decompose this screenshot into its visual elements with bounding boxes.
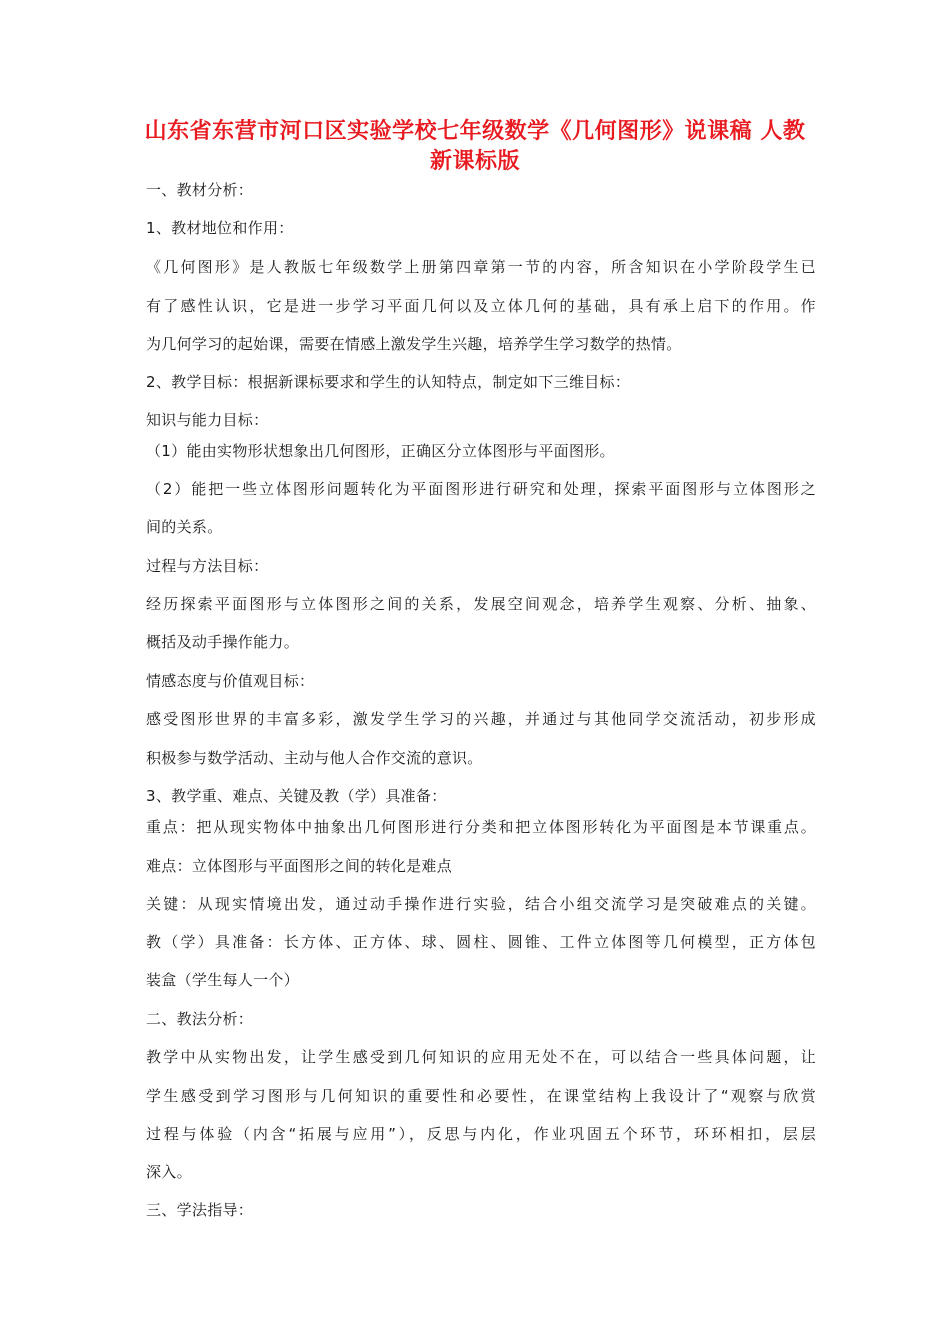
paragraph-line: 经历探索平面图形与立体图形之间的关系，发展空间观念，培养学生观察、分析、抽象、 (146, 595, 816, 613)
paragraph-line: 教学中从实物出发，让学生感受到几何知识的应用无处不在，可以结合一些具体问题，让 (146, 1048, 816, 1066)
paragraph-line: 间的关系。 (146, 518, 223, 536)
subsection-heading: 1、教材地位和作用： (146, 219, 294, 237)
paragraph-line: 装盒（学生每人一个） (146, 971, 300, 989)
document-title-line-2: 新课标版 (429, 149, 520, 174)
paragraph-line: 过程与体验（内含“拓展与应用”），反思与内化，作业巩固五个环节，环环相扣，层层 (146, 1125, 816, 1143)
paragraph-line: （1）能由实物形状想象出几何图形，正确区分立体图形与平面图形。 (146, 442, 615, 460)
paragraph-line: 深入。 (146, 1163, 192, 1181)
subsection-heading: 3、教学重、难点、关键及教（学）具准备： (146, 787, 447, 805)
paragraph-line: 感受图形世界的丰富多彩，激发学生学习的兴趣，并通过与其他同学交流活动，初步形成 (146, 710, 816, 728)
paragraph-line: 教（学）具准备：长方体、正方体、球、圆柱、圆锥、工件立体图等几何模型，正方体包 (146, 933, 816, 951)
paragraph-line: 学生感受到学习图形与几何知识的重要性和必要性，在课堂结构上我设计了“观察与欣赏 (146, 1087, 816, 1105)
section-heading: 一、教材分析： (146, 181, 254, 199)
paragraph-line: 重点：把从现实物体中抽象出几何图形进行分类和把立体图形转化为平面图是本节课重点。 (146, 818, 816, 836)
paragraph-line: 过程与方法目标： (146, 557, 269, 575)
section-heading: 三、学法指导： (146, 1201, 254, 1219)
paragraph-line: （2）能把一些立体图形问题转化为平面图形进行研究和处理，探索平面图形与立体图形之 (146, 480, 816, 498)
paragraph-line: 积极参与数学活动、主动与他人合作交流的意识。 (146, 749, 483, 767)
paragraph-line: 关键：从现实情境出发，通过动手操作进行实验，结合小组交流学习是突破难点的关键。 (146, 895, 816, 913)
paragraph-line: 知识与能力目标： (146, 411, 269, 429)
paragraph-line: 为几何学习的起始课，需要在情感上激发学生兴趣，培养学生学习数学的热情。 (146, 335, 682, 353)
paragraph-line: 概括及动手操作能力。 (146, 633, 300, 651)
paragraph-line: 难点：立体图形与平面图形之间的转化是难点 (146, 857, 453, 875)
section-heading: 二、教法分析： (146, 1010, 254, 1028)
document-title-line-1: 山东省东营市河口区实验学校七年级数学《几何图形》说课稿 人教 (144, 119, 806, 144)
subsection-heading: 2、教学目标：根据新课标要求和学生的认知特点，制定如下三维目标： (146, 373, 631, 391)
paragraph-line: 情感态度与价值观目标： (146, 672, 315, 690)
paragraph-line: 有了感性认识，它是进一步学习平面几何以及立体几何的基础，具有承上启下的作用。作 (146, 297, 816, 315)
paragraph-line: 《几何图形》是人教版七年级数学上册第四章第一节的内容，所含知识在小学阶段学生已 (146, 258, 816, 276)
